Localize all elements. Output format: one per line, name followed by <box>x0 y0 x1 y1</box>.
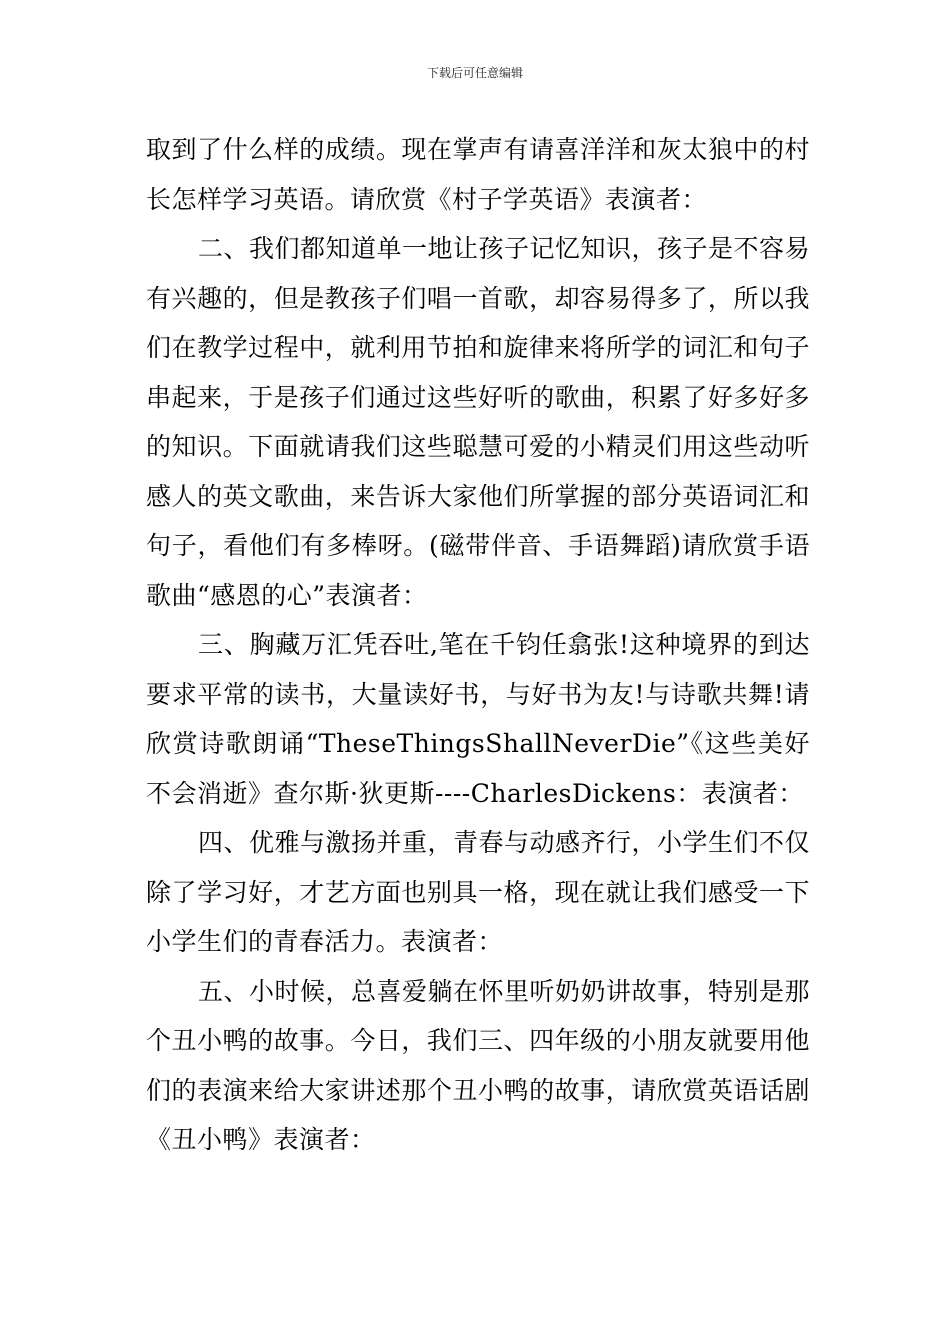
paragraph-section-3: 三、胸藏万汇凭吞吐,笔在千钧任翕张!这种境界的到达要求平常的读书，大量读好书，与好书为友!与诗歌共舞!请欣赏诗歌朗诵“TheseThingsShallNeverDie”《这些美好不会消逝》查尔斯·狄更斯----CharlesDickens：表演者： <box>146 630 810 808</box>
paragraph-section-2: 二、我们都知道单一地让孩子记忆知识，孩子是不容易有兴趣的，但是教孩子们唱一首歌，却容易得多了，所以我们在教学过程中，就利用节拍和旋律来将所学的词汇和句子串起来，于是孩子们通过这些好听的歌曲，积累了好多好多的知识。下面就请我们这些聪慧可爱的小精灵们用这些动听感人的英文歌曲，来告诉大家他们所掌握的部分英语词汇和句子，看他们有多棒呀。(磁带伴音、手语舞蹈)请欣赏手语歌曲“感恩的心”表演者： <box>146 234 811 610</box>
paragraph-section-4: 四、优雅与激扬并重，青春与动感齐行，小学生们不仅除了学习好，才艺方面也别具一格，现在就让我们感受一下小学生们的青春活力。表演者： <box>146 828 811 956</box>
page-header-note: 下载后可任意编辑 <box>426 66 523 80</box>
paragraph-section-5: 五、小时候，总喜爱躺在怀里听奶奶讲故事，特别是那个丑小鸭的故事。今日，我们三、四年级的小朋友就要用他们的表演来给大家讲述那个丑小鸭的故事，请欣赏英语话剧《丑小鸭》表演者： <box>146 976 811 1154</box>
paragraph-continuation: 取到了什么样的成绩。现在掌声有请喜洋洋和灰太狼中的村长怎样学习英语。请欣赏《村子学英语》表演者： <box>146 135 810 214</box>
document-body <box>146 125 810 1165</box>
